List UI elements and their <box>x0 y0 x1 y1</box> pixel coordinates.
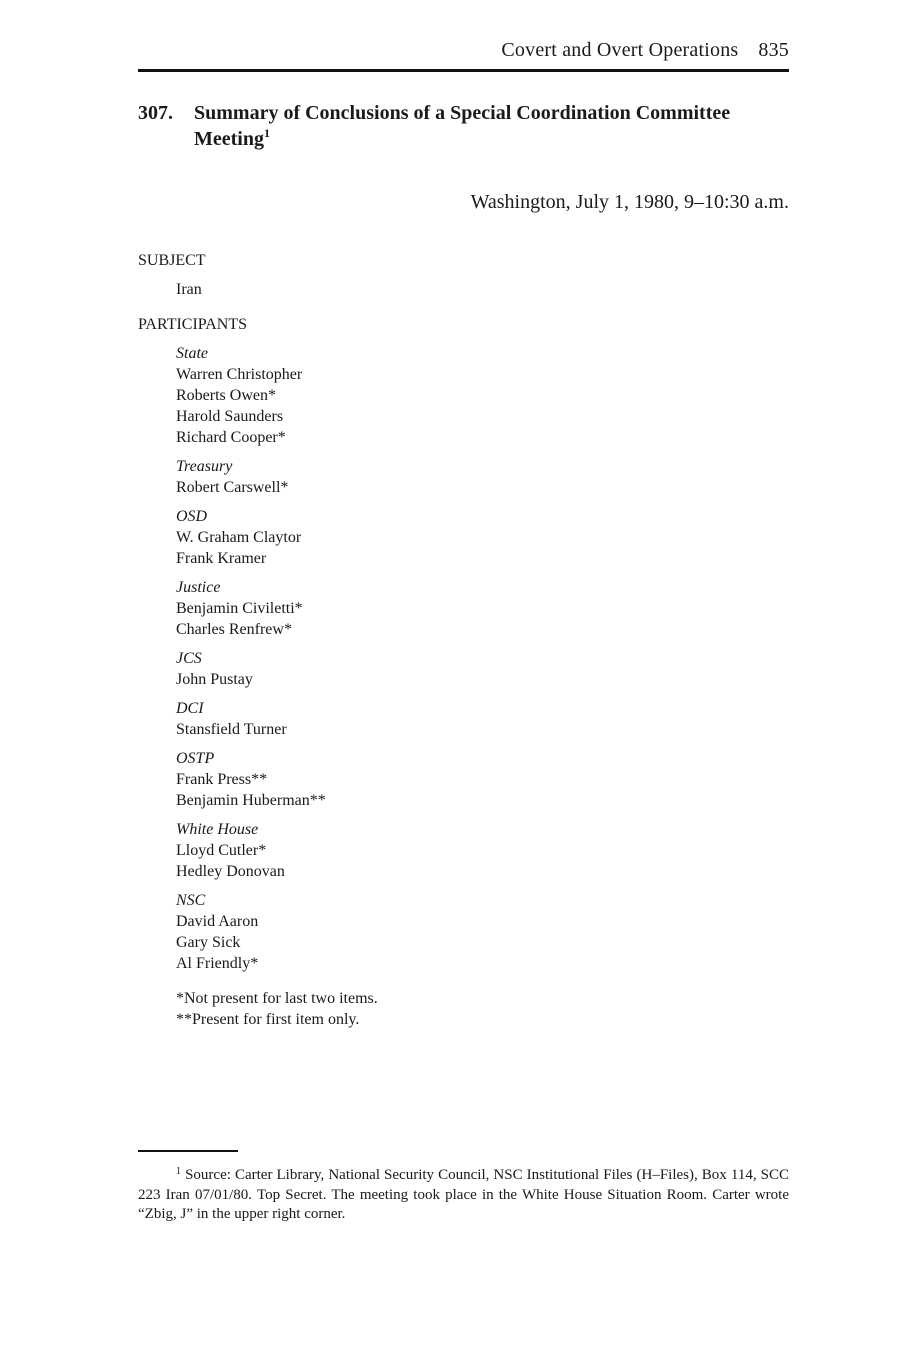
participant-name: Hedley Donovan <box>176 863 285 880</box>
source-footnote <box>138 1166 789 1225</box>
participant-name: Robert Carswell* <box>176 479 289 496</box>
participant-name: John Pustay <box>176 671 253 688</box>
agency-name: OSTP <box>176 750 215 767</box>
document-title-wrap <box>194 100 789 152</box>
header-rule <box>138 69 789 72</box>
subject-label: SUBJECT <box>138 252 206 269</box>
attendance-note: **Present for first item only. <box>176 1011 360 1028</box>
participant-name: Richard Cooper* <box>176 429 286 446</box>
participant-name: Frank Press** <box>176 771 268 788</box>
participant-group <box>176 819 789 882</box>
agency-name: State <box>176 345 208 362</box>
agency-name: JCS <box>176 650 202 667</box>
participant-name: Lloyd Cutler* <box>176 842 267 859</box>
subject-value: Iran <box>176 281 202 298</box>
participant-group <box>176 506 789 569</box>
participant-name: Benjamin Huberman** <box>176 792 326 809</box>
running-header <box>138 36 789 64</box>
agency-name: White House <box>176 821 259 838</box>
attendance-notes <box>176 988 789 1030</box>
footnote-marker: 1 <box>176 1166 181 1177</box>
participants-list <box>176 343 789 974</box>
agency-name: DCI <box>176 700 204 717</box>
footnote-rule <box>138 1150 238 1152</box>
participant-group <box>176 698 789 740</box>
participant-group <box>176 343 789 448</box>
agency-name: NSC <box>176 892 206 909</box>
page-number: 835 <box>758 39 789 61</box>
participant-name: Frank Kramer <box>176 550 267 567</box>
participant-name: Charles Renfrew* <box>176 621 292 638</box>
agency-name: Justice <box>176 579 221 596</box>
participant-group <box>176 748 789 811</box>
participant-group <box>176 648 789 690</box>
attendance-note: *Not present for last two items. <box>176 990 378 1007</box>
participant-name: Harold Saunders <box>176 408 284 425</box>
dateline: Washington, July 1, 1980, 9–10:30 a.m. <box>470 191 789 213</box>
participant-name: Gary Sick <box>176 934 241 951</box>
document-number: 307. <box>138 102 173 124</box>
participant-name: Roberts Owen* <box>176 387 276 404</box>
document-heading <box>138 100 789 152</box>
participant-name: David Aaron <box>176 913 259 930</box>
participant-name: W. Graham Claytor <box>176 529 302 546</box>
participant-group <box>176 577 789 640</box>
footnote-reference[interactable]: 1 <box>263 126 270 140</box>
participants-label: PARTICIPANTS <box>138 316 248 333</box>
participant-group <box>176 890 789 974</box>
document-title: Summary of Conclusions of a Special Coordination Committee Meeting <box>194 102 731 150</box>
agency-name: Treasury <box>176 458 233 475</box>
participant-name: Al Friendly* <box>176 955 259 972</box>
participant-group <box>176 456 789 498</box>
meeting-details <box>138 250 789 1030</box>
agency-name: OSD <box>176 508 208 525</box>
participant-name: Benjamin Civiletti* <box>176 600 303 617</box>
participant-name: Stansfield Turner <box>176 721 287 738</box>
participant-name: Warren Christopher <box>176 366 303 383</box>
running-title: Covert and Overt Operations <box>501 39 739 61</box>
footnote-text: Source: Carter Library, National Security Council, NSC Institutional Files (H–Files), Box 114, SCC 223 Iran 07/01/80. Top Secret. The meeting took place in the White House Situation Room. Carter wrote “Zbig, J” in the upper right corner. <box>138 1167 789 1222</box>
